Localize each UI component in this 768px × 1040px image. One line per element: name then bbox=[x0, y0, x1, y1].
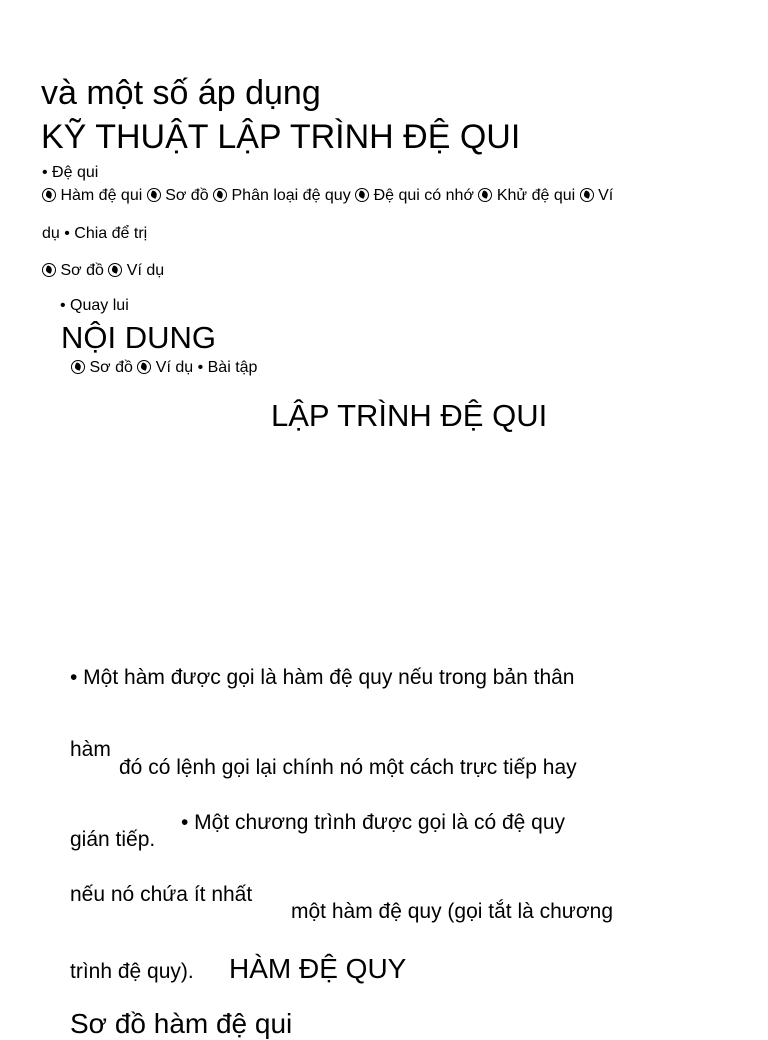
toc-sub-item: Ví dụ bbox=[126, 262, 165, 279]
toc-sub-list-2 bbox=[42, 262, 164, 280]
toc-sub-item: Ví bbox=[598, 187, 614, 204]
toc-sub-item: Ví dụ • Bài tập bbox=[155, 359, 258, 376]
globe-icon bbox=[108, 263, 122, 277]
globe-icon bbox=[147, 188, 161, 202]
body-line-1: • Một hàm được gọi là hàm đệ quy nếu trong bản thân bbox=[70, 666, 575, 689]
toc-sub-item: Sơ đồ bbox=[165, 187, 209, 204]
toc-sub-item: Sơ đồ bbox=[89, 359, 133, 376]
subtitle-line: và một số áp dụng bbox=[41, 74, 321, 112]
body-fragment: gián tiếp. bbox=[70, 828, 156, 851]
heading-ham-de-quy: HÀM ĐỆ QUY bbox=[229, 953, 407, 984]
toc-sub-list-3 bbox=[71, 359, 257, 377]
toc-sub-item: Hàm đệ qui bbox=[60, 187, 143, 204]
toc-sub-item: Sơ đồ bbox=[60, 262, 104, 279]
globe-icon bbox=[213, 188, 227, 202]
toc-sub-list-1 bbox=[42, 187, 613, 205]
globe-icon bbox=[580, 188, 594, 202]
section-heading-noi-dung: NỘI DUNG bbox=[61, 320, 216, 355]
globe-icon bbox=[42, 263, 56, 277]
body-fragment: hàm bbox=[70, 738, 111, 761]
globe-icon bbox=[71, 360, 85, 374]
body-fragment: • Một chương trình được gọi là có đệ quy bbox=[181, 811, 566, 834]
body-fragment: trình đệ quy). bbox=[70, 960, 194, 983]
globe-icon bbox=[42, 188, 56, 202]
toc-sub-item: Đệ qui có nhớ bbox=[373, 187, 474, 204]
globe-icon bbox=[478, 188, 492, 202]
body-fragment: một hàm đệ quy (gọi tắt là chương bbox=[291, 900, 613, 923]
toc-item-quay-lui: • Quay lui bbox=[60, 297, 129, 314]
toc-sub-item: Phân loại đệ quy bbox=[231, 187, 351, 204]
toc-item-de-qui: • Đệ qui bbox=[42, 164, 99, 181]
toc-sub-item: Khử đệ qui bbox=[496, 187, 576, 204]
heading-so-do: Sơ đồ hàm đệ qui bbox=[70, 1008, 293, 1039]
main-title: KỸ THUẬT LẬP TRÌNH ĐỆ QUI bbox=[41, 118, 521, 156]
globe-icon bbox=[355, 188, 369, 202]
toc-line-2: dụ • Chia để trị bbox=[42, 225, 148, 242]
globe-icon bbox=[137, 360, 151, 374]
body-fragment: đó có lệnh gọi lại chính nó một cách trực tiếp hay bbox=[119, 756, 577, 779]
section-title: LẬP TRÌNH ĐỆ QUI bbox=[271, 398, 548, 433]
body-fragment: nếu nó chứa ít nhất bbox=[70, 883, 253, 906]
